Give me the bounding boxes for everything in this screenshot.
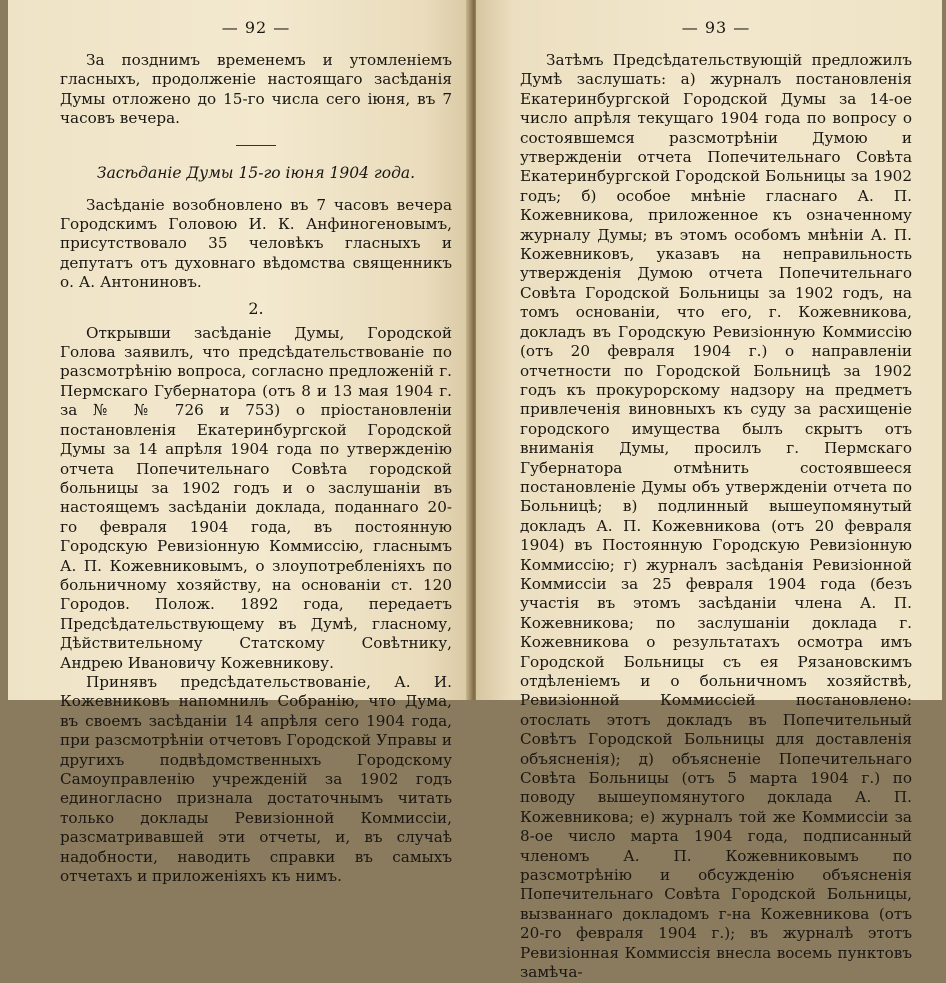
session-heading: Засѣданіе Думы 15-го іюня 1904 года. <box>96 163 416 182</box>
paragraph: Затѣмъ Предсѣдательствующій предложилъ Думѣ заслушать: а) журналъ постановленія Екатеринбургской Городской Думы за 14-ое число апрѣля текущаго 1904 года по вопросу о состоявшемся разсмотрѣніи Думою и утвержденіи отчета Попечительнаго Совѣта Екатеринбургской Городской Больницы за 1902 годъ; б) особое мнѣніе гласнаго А. П. Кожевникова, приложенное къ означенному журналу Думы; въ этомъ особомъ мнѣніи А. П. Кожевниковъ, указавъ на неправильность утвержденія Думою отчета Попечительнаго Совѣта Городской Больницы за 1902 годъ, на томъ основаніи, что его, г. Кожевникова, докладъ въ Городскую Ревизіонную Коммиссію (отъ 20 февраля 1904 г.) о направленіи отчетности по Городской Больницѣ за 1902 годъ къ прокурорскому надзору на предметъ привлеченія виновныхъ къ суду за расхищеніе городского имущества былъ скрытъ отъ вниманія Думы, просилъ г. Пермскаго Губернатора отмѣнить состоявшееся постановленіе Думы объ утвержденіи отчета по Больницѣ; в) подлинный вышеупомянутый докладъ А. П. Кожевникова (отъ 20 февраля 1904) въ Постоянную Городскую Ревизіонную Коммиссію; г) журналъ засѣданія Ревизіонной Коммиссіи за 25 февраля 1904 года (безъ участія въ этомъ засѣданіи члена А. П. Кожевникова; по заслушаніи доклада г. Кожевникова о результатахъ осмотра имъ Городской Больницы съ ея Рязановскимъ отдѣленіемъ и о больничномъ хозяйствѣ, Ревизіонной Коммиссіей постановлено: отослать этотъ докладъ въ Попечительный Совѣтъ Городской Больницы для доставленія объясненія); д) объясненіе Попечительнаго Совѣта Больницы (отъ 5 марта 1904 г.) по поводу вышеупомянутого доклада А. П. Кожевникова; е) журналъ той же Коммиссіи за 8-ое число марта 1904 года, подписанный членомъ А. П. Кожевниковымъ по разсмотрѣнію и обсужденію объясненія Попечительнаго Совѣта Городской Больницы, вызваннаго докладомъ г-на Кожевникова (отъ 20-го февраля 1904 г.); въ журналѣ этотъ Ревизіонная Коммиссія внесла восемь пунктовъ замѣча- <box>520 51 912 982</box>
section-number: 2. <box>248 298 264 318</box>
paragraph: Открывши засѣданіе Думы, Городской Голова заявилъ, что предсѣдательствованіе по разсмотрѣнію вопроса, согласно предложеній г. Пермскаго Губернатора (отъ 8 и 13 мая 1904 г. за № № 726 и 753) о пріостановленіи постановленія Екатеринбургской Городской Думы за 14 апрѣля 1904 года по утвержденію отчета Попечительнаго Совѣта городской больницы за 1902 годъ и о заслушаніи въ настоящемъ засѣданіи доклада, поданнаго 20-го февраля 1904 года, въ постоянную Городскую Ревизіонную Коммиссію, гласнымъ А. П. Кожевниковымъ, о злоупотребленіяхъ по больничному хозяйству, на основаніи ст. 120 Городов. Полож. 1892 года, передаетъ Предсѣдательствующему въ Думѣ, гласному, Дѣйствительному Статскому Совѣтнику, Андрею Ивановичу Кожевникову. <box>60 323 452 672</box>
paragraph: За позднимъ временемъ и утомленіемъ гласныхъ, продолженіе настоящаго засѣданія Думы отложено до 15-го числа сего іюня, въ 7 часовъ вечера. <box>60 51 452 128</box>
divider <box>236 145 276 146</box>
page-number: — 92 — <box>221 18 291 37</box>
page-number: — 93 — <box>681 18 751 37</box>
paragraph: Засѣданіе возобновлено въ 7 часовъ вечера Городскимъ Головою И. К. Анфиногеновымъ, присутствовало 35 человѣкъ гласныхъ и депутатъ отъ духовнаго вѣдомства священникъ о. А. Антониновъ. <box>60 195 452 292</box>
paragraph: Принявъ предсѣдательствованіе, А. И. Кожевниковъ напомнилъ Собранію, что Дума, въ своемъ засѣданіи 14 апрѣля сего 1904 года, при разсмотрѣніи отчетовъ Городской Управы и другихъ подвѣдомственныхъ Городскому Самоуправленію учрежденій за 1902 годъ единогласно признала достаточнымъ читать только доклады Ревизіонной Коммиссіи, разсматривавшей эти отчеты, и, въ случаѣ надобности, наводить справки въ самыхъ отчетахъ и приложеніяхъ къ нимъ. <box>60 672 452 886</box>
right-page <box>476 0 942 982</box>
left-page <box>8 0 470 886</box>
